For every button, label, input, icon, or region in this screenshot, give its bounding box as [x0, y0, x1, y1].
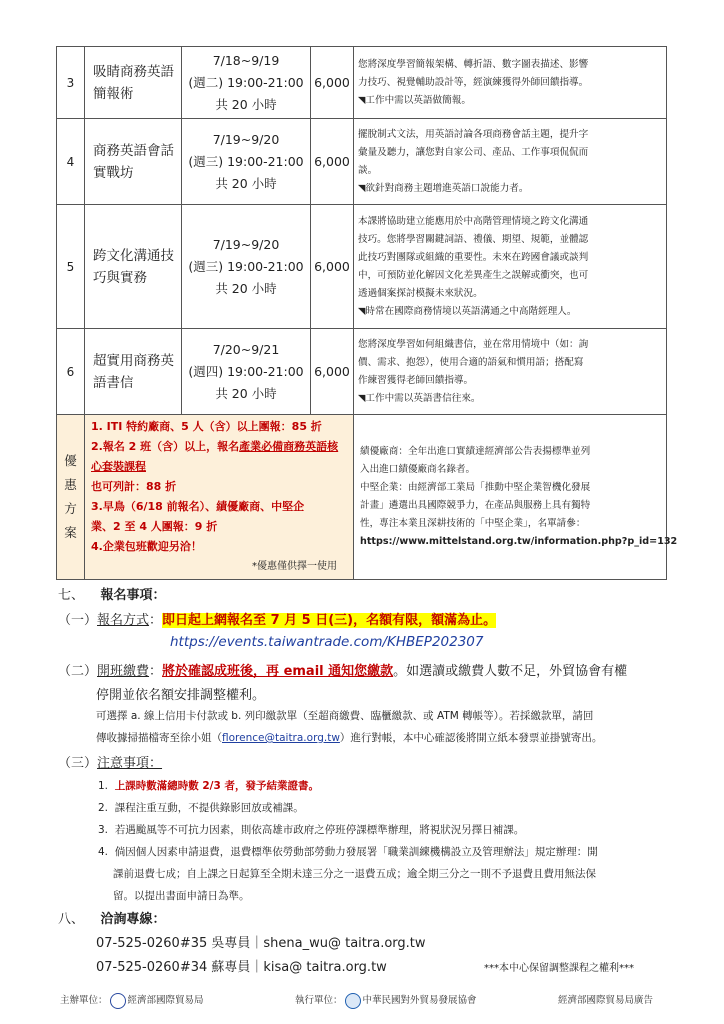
course-number: 4 [57, 119, 85, 205]
course-row [57, 205, 667, 329]
target-audience: ◥工作中需以英語做簡報。 [358, 94, 471, 106]
mittelstand-link[interactable]: https://www.mittelstand.org.tw/information.php?p_id=132 [360, 536, 678, 547]
course-fee: 6,000 [311, 47, 354, 119]
course-row [57, 329, 667, 415]
course-row [57, 119, 667, 205]
payment-line-2: 停開並依名額安排調整權利。 [96, 688, 266, 703]
discount-row [57, 415, 667, 580]
discount-notes: 績優廠商：全年出進口實績達經濟部公告表揚標準並列 入出進口績優廠商名錄者。 中堅企業：由經濟部工業局「推動中堅企業智機化發展 計畫」遴選出具國際競爭力，在產品與服務上具有獨特 性，專注本業且深耕技術的「中堅企業」，名單請參： https://www.mittelstand.org.tw/information.php?p_id=132 [354, 415, 667, 580]
course-name: 商務英語會話 實戰坊 [85, 119, 182, 205]
course-name: 超實用商務英 語書信 [85, 329, 182, 415]
target-audience: ◥時常在國際商務情境以英語溝通之中高階經理人。 [358, 305, 577, 317]
course-schedule: 7/20~9/21 (週四) 19:00-21:00 共 20 小時 [182, 329, 311, 415]
contact-wu: 07-525-0260#35 吳專員｜shena_wu@ taitra.org.tw [96, 936, 426, 951]
section-8-heading: 八、 洽詢專線： [58, 912, 166, 927]
payment-line-1: （二）開班繳費：將於確認成班後，再 email 通知您繳款。如選讀或繳費人數不足，外貿協會有權 [58, 664, 628, 679]
discount-item-3: 3.早鳥（6/18 前報名）、績優廠商、中堅企 [91, 500, 305, 513]
rights-reserved-note: ***本中心保留調整課程之權利*** [484, 963, 634, 974]
registration-method: （一）報名方式：即日起上網報名至 7 月 5 日(三)，名額有限，額滿為止。 [58, 613, 497, 628]
footer-exec: 執行單位： 中華民國對外貿易發展協會 [295, 992, 477, 1009]
note-4-cont-2: 留。以提出書面申請日為準。 [113, 890, 250, 902]
discount-label: 優 惠 方 案 [57, 415, 85, 580]
taitra-logo-icon [345, 993, 361, 1009]
payment-option-2: 傳收據掃描檔寄至徐小姐（florence@taitra.org.tw）進行對帳，本中心確認後將開立紙本發票並掛號寄出。 [96, 732, 603, 744]
course-number: 5 [57, 205, 85, 329]
footer-ad: 經濟部國際貿易局廣告 [558, 995, 654, 1006]
course-description: 擺脫制式文法，用英語討論各項商務會話主題，提升字 彙量及聽力，讓您對自家公司、產品、工作事項侃侃而 談。 ◥欲針對商務主題增進英語口說能力者。 [354, 119, 667, 205]
course-schedule: 7/18~9/19 (週二) 19:00-21:00 共 20 小時 [182, 47, 311, 119]
section-7-heading: 七、 報名事項： [58, 588, 166, 603]
note-4-cont-1: 課前退費七成；自上課之日起算至全期未達三分之一退費五成；逾全期三分之一則不予退費且費用無法保 [113, 868, 596, 880]
course-description: 本課將協助建立能應用於中高階管理情境之跨文化溝通 技巧。您將學習關鍵詞語、禮儀、期望、規範，並體認 此技巧對團隊或組織的重要性。未來在跨國會議或談判 中，可預防並化解因文化差異產生之誤解或衝突，也可 透過個案探討模擬未來狀況。 ◥時常在國際商務情境以英語溝通之中高階經理人。 [354, 205, 667, 329]
course-fee: 6,000 [311, 119, 354, 205]
discount-item-2: 2.報名 2 班（含）以上，報名產業必備商務英語核心套裝課程 [91, 440, 339, 473]
course-table [56, 46, 678, 580]
moea-logo-icon [110, 993, 126, 1009]
course-fee: 6,000 [311, 329, 354, 415]
course-row [57, 47, 667, 119]
course-schedule: 7/19~9/20 (週三) 19:00-21:00 共 20 小時 [182, 119, 311, 205]
course-fee: 6,000 [311, 205, 354, 329]
note-4: 4. 倘因個人因素申請退費，退費標準依勞動部勞動力發展署「職業訓練機構設立及管理辦法」規定辦理：開 [98, 846, 598, 858]
package-course-link[interactable]: 產業必備商務英語核心套裝課程 [91, 440, 339, 473]
course-description: 您將深度學習如何組織書信，並在常用情境中（如：詢 價、需求、抱怨），使用合適的語氣和慣用語；搭配寫 作練習獲得老師回饋指導。 ◥工作中需以英語書信往來。 [354, 329, 667, 415]
note-2: 2. 課程注重互動，不提供錄影回放或補課。 [98, 802, 304, 814]
course-name: 跨文化溝通技 巧與實務 [85, 205, 182, 329]
target-audience: ◥工作中需以英語書信往來。 [358, 392, 481, 404]
discount-item-1: 1. ITI 特約廠商、5 人（含）以上團報：85 折 [91, 420, 322, 433]
note-3: 3. 若遇颱風等不可抗力因素，則依高雄市政府之停班停課標準辦理，將視狀況另擇日補課。 [98, 824, 525, 836]
discount-item-4: 4.企業包班歡迎另洽！ [91, 540, 202, 553]
course-description: 您將深度學習簡報架構、轉折語、數字圖表描述、影響 力技巧、視覺輔助設計等，經演練獲得外師回饋指導。 ◥工作中需以英語做簡報。 [354, 47, 667, 119]
course-number: 3 [57, 47, 85, 119]
notes-heading: （三）注意事項： [58, 756, 163, 771]
footer-host: 主辦單位： 經濟部國際貿易局 [60, 992, 204, 1009]
contact-su: 07-525-0260#34 蘇專員｜kisa@ taitra.org.tw [96, 960, 387, 975]
discount-footnote: *優惠僅供擇一使用 [252, 561, 337, 572]
note-1: 1. 上課時數滿總時數 2/3 者，發予結業證書。 [98, 780, 319, 792]
payment-option-1: 可選擇 a. 線上信用卡付款或 b. 列印繳款單（至超商繳費、臨櫃繳款、或 ATM 轉帳等）。若採繳款單，請回 [96, 710, 594, 722]
course-number: 6 [57, 329, 85, 415]
course-schedule: 7/19~9/20 (週三) 19:00-21:00 共 20 小時 [182, 205, 311, 329]
florence-email-link[interactable]: florence@taitra.org.tw [222, 732, 340, 744]
course-name: 吸睛商務英語 簡報術 [85, 47, 182, 119]
discount-details: 1. ITI 特約廠商、5 人（含）以上團報：85 折 2.報名 2 班（含）以上，報名產業必備商務英語核心套裝課程 也可列計：88 折 3.早鳥（6/18 前報名）、績優廠商、中堅企 業、2 至 4 人團報：9 折 4.企業包班歡迎另洽！ *優惠僅供擇一使用 [85, 415, 354, 580]
registration-url[interactable]: https://events.taiwantrade.com/KHBEP202307 [170, 634, 484, 650]
target-audience: ◥欲針對商務主題增進英語口說能力者。 [358, 182, 529, 194]
